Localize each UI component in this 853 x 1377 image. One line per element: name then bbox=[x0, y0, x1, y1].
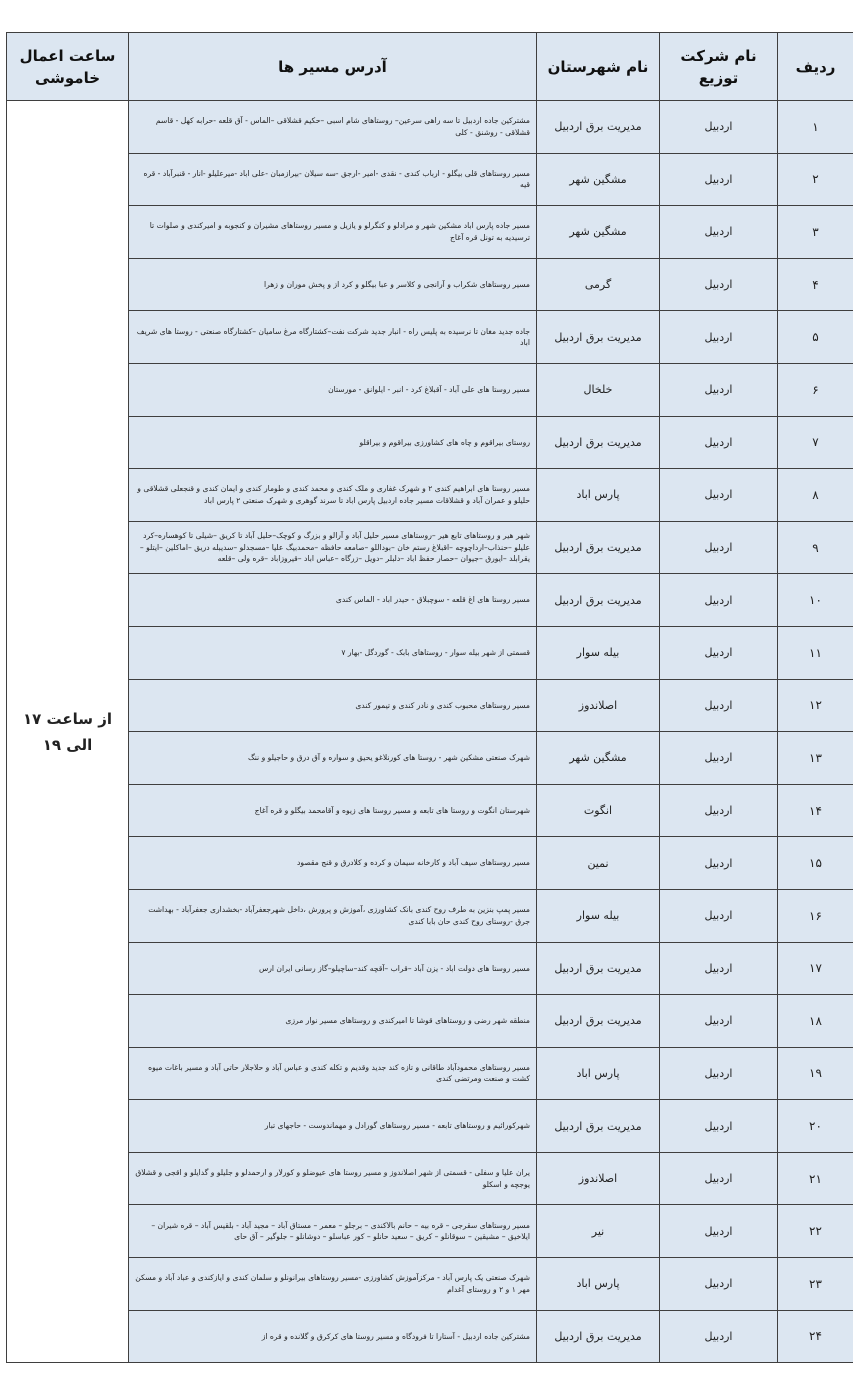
row-number: ۹ bbox=[778, 521, 853, 574]
company-name: اردبیل bbox=[660, 574, 778, 627]
route-address: مسیر روستاهای محمودآباد طاقانی و تازه کند جدید وقدیم و تکله کندی و عباس آباد و حلاجلار حاتی آباد و مسیر باغات میوه کشت و صنعت ومرتضی کندی bbox=[129, 1047, 537, 1100]
route-address: مشترکین جاده اردبیل - آستارا تا فرودگاه و مسیر روستا های کرکرق و گلانده و قره از bbox=[129, 1310, 537, 1363]
row-number: ۱۹ bbox=[778, 1047, 853, 1100]
route-address: مسیر روستا های ابراهیم کندی ۲ و شهرک غفاری و ملک کندی و محمد کندی و طومار کندی و ایمان کندی و قنجعلی قشلاقی و حلیلو و عمران آباد و قشلاقات مسیر جاده اردبیل پارس اباد تا سرند گوهری و شهرک صنعتی ۲ پارس اباد bbox=[129, 469, 537, 522]
row-number: ۲۴ bbox=[778, 1310, 853, 1363]
outage-schedule bbox=[6, 32, 853, 1363]
table-row bbox=[7, 942, 853, 995]
table-row bbox=[7, 1310, 853, 1363]
city-name: مدیریت برق اردبیل bbox=[537, 521, 660, 574]
company-name: اردبیل bbox=[660, 206, 778, 259]
row-number: ۸ bbox=[778, 469, 853, 522]
route-address: مسیر پمپ بنزین به طرف روح کندی بانک کشاورزی ،آموزش و پرورش ،داخل شهرجعفرآباد -بخشداری جعفرآباد - بهداشت جرق -روستای روح کندی حان بابا کندی bbox=[129, 889, 537, 942]
city-name: مدیریت برق اردبیل bbox=[537, 574, 660, 627]
route-address: منطقه شهر رضی و روستاهای قوشا تا امیرکندی و روستاهای مسیر نوار مرزی bbox=[129, 995, 537, 1048]
city-name: انگوت bbox=[537, 784, 660, 837]
table-row bbox=[7, 784, 853, 837]
row-number: ۱۲ bbox=[778, 679, 853, 732]
row-number: ۴ bbox=[778, 258, 853, 311]
route-address: شهرکورائیم و روستاهای تابعه - مسیر روستاهای گورادل و مهماندوست - حاجهای تبار bbox=[129, 1100, 537, 1153]
row-number: ۱۳ bbox=[778, 732, 853, 785]
route-address: یران علیا و سفلی - قسمتی از شهر اصلاندوز و مسیر روستا های عیوضلو و کورلار و ارحمدلو و جلیلو و گدایلو و اقجی و قشلاق یوجچه و اسکلو bbox=[129, 1152, 537, 1205]
company-name: اردبیل bbox=[660, 942, 778, 995]
table-row bbox=[7, 995, 853, 1048]
table-header-row bbox=[7, 33, 853, 101]
route-address: مسیر روستاهای شکراب و آرانجی و کلاسر و عبا بیگلو و کرد از و پخش موران و زهرا bbox=[129, 258, 537, 311]
table-body bbox=[7, 101, 853, 1363]
route-address: مسیر جاده پارس اباد مشکین شهر و مرادلو و کنگرلو و یازیل و مسیر روستاهای مشیران و کنجوبه و امیرکندی و صلوات تا ترسیدیه به تونل قره آغاج bbox=[129, 206, 537, 259]
route-address: قسمتی از شهر بیله سوار - روستاهای بابک - گوردگل -بهار ۷ bbox=[129, 626, 537, 679]
city-name: بیله سوار bbox=[537, 889, 660, 942]
company-name: اردبیل bbox=[660, 995, 778, 1048]
row-number: ۲۱ bbox=[778, 1152, 853, 1205]
city-name: پارس اباد bbox=[537, 1047, 660, 1100]
city-name: نمین bbox=[537, 837, 660, 890]
row-number: ۱۰ bbox=[778, 574, 853, 627]
row-number: ۶ bbox=[778, 363, 853, 416]
row-number: ۵ bbox=[778, 311, 853, 364]
row-number: ۱۵ bbox=[778, 837, 853, 890]
row-number: ۱۴ bbox=[778, 784, 853, 837]
row-number: ۱۷ bbox=[778, 942, 853, 995]
city-name: پارس اباد bbox=[537, 1258, 660, 1311]
header-time: ساعت اعمال خاموشی bbox=[7, 33, 129, 101]
route-address: مشترکین جاده اردبیل تا سه راهی سرعین– روستاهای شام اسبی –حکیم قشلاقی –الماس - آق قلعه -حرابه کهل - قاسم قشلاقی - روشنق - کلی bbox=[129, 101, 537, 154]
company-name: اردبیل bbox=[660, 679, 778, 732]
city-name: مدیریت برق اردبیل bbox=[537, 1310, 660, 1363]
route-address: مسیر روستاهای محبوب کندی و نادر کندی و تیمور کندی bbox=[129, 679, 537, 732]
company-name: اردبیل bbox=[660, 416, 778, 469]
row-number: ۱۱ bbox=[778, 626, 853, 679]
city-name: مدیریت برق اردبیل bbox=[537, 416, 660, 469]
company-name: اردبیل bbox=[660, 1100, 778, 1153]
route-address: جاده جدید مغان تا نرسیده به پلیس راه - انبار جدید شرکت نفت–کشتارگاه مرغ سامیان –کشتارگاه صنعتی - روستا های شریف اباد bbox=[129, 311, 537, 364]
city-name: مدیریت برق اردبیل bbox=[537, 995, 660, 1048]
city-name: نیر bbox=[537, 1205, 660, 1258]
route-address: شهرک صنعتی مشکین شهر - روستا های کورنلاغو یحیق و سواره و آق درق و حاجیلو و ننگ bbox=[129, 732, 537, 785]
table-row bbox=[7, 258, 853, 311]
table-row bbox=[7, 679, 853, 732]
company-name: اردبیل bbox=[660, 889, 778, 942]
table-row bbox=[7, 1205, 853, 1258]
table-row bbox=[7, 311, 853, 364]
city-name: پارس اباد bbox=[537, 469, 660, 522]
header-city: نام شهرستان bbox=[537, 33, 660, 101]
company-name: اردبیل bbox=[660, 1258, 778, 1311]
company-name: اردبیل bbox=[660, 837, 778, 890]
route-address: مسیر روستا های دولت اباد - یزن آباد –قراب –آقچه کند–ساچیلو–گاز رسانی ایران ارس bbox=[129, 942, 537, 995]
outage-time: از ساعت ۱۷ الی ۱۹ bbox=[7, 101, 129, 1363]
row-number: ۲۰ bbox=[778, 1100, 853, 1153]
table-row bbox=[7, 626, 853, 679]
city-name: اصلاندوز bbox=[537, 1152, 660, 1205]
company-name: اردبیل bbox=[660, 1205, 778, 1258]
table-row bbox=[7, 1152, 853, 1205]
route-address: شهرک صنعتی یک پارس آباد - مرکزآموزش کشاورزی -مسیر روستاهای بیرانونلو و سلمان کندی و ایازکندی و عباد آباد و مسکن مهر ۱ و ۲ و روستای آغدام bbox=[129, 1258, 537, 1311]
company-name: اردبیل bbox=[660, 101, 778, 154]
header-row-number: ردیف bbox=[778, 33, 853, 101]
company-name: اردبیل bbox=[660, 469, 778, 522]
table-row bbox=[7, 101, 853, 154]
table-row bbox=[7, 732, 853, 785]
city-name: خلخال bbox=[537, 363, 660, 416]
route-address: شهرستان انگوت و روستا های تابعه و مسیر روستا های زیوه و آقامحمد بیگلو و قره آغاج bbox=[129, 784, 537, 837]
route-address: مسیر روستا های اغ قلعه - سوچبلاق - حیدر اباد - الماس کندی bbox=[129, 574, 537, 627]
city-name: مدیریت برق اردبیل bbox=[537, 942, 660, 995]
route-address: روستای بیراقوم و چاه های کشاورزی بیراقوم و بیراقلو bbox=[129, 416, 537, 469]
row-number: ۱ bbox=[778, 101, 853, 154]
outage-table bbox=[6, 32, 853, 1363]
header-address: آدرس مسیر ها bbox=[129, 33, 537, 101]
company-name: اردبیل bbox=[660, 521, 778, 574]
table-row bbox=[7, 469, 853, 522]
row-number: ۷ bbox=[778, 416, 853, 469]
row-number: ۱۸ bbox=[778, 995, 853, 1048]
table-row bbox=[7, 574, 853, 627]
table-row bbox=[7, 889, 853, 942]
company-name: اردبیل bbox=[660, 1047, 778, 1100]
row-number: ۱۶ bbox=[778, 889, 853, 942]
city-name: مدیریت برق اردبیل bbox=[537, 311, 660, 364]
city-name: مدیریت برق اردبیل bbox=[537, 1100, 660, 1153]
row-number: ۳ bbox=[778, 206, 853, 259]
route-address: مسیر روستاهای قلی بیگلو - ارباب کندی - نقدی -امیر -ارجق -سه سیلان -بیرازمبان -علی اباد -میرعلیلو -انار - قنبرآباد - قره قیه bbox=[129, 153, 537, 206]
company-name: اردبیل bbox=[660, 784, 778, 837]
route-address: مسیر روستا های علی آباد - آقبلاغ کرد - انبر - ایلوانق - مورستان bbox=[129, 363, 537, 416]
row-number: ۲۲ bbox=[778, 1205, 853, 1258]
table-row bbox=[7, 416, 853, 469]
company-name: اردبیل bbox=[660, 732, 778, 785]
company-name: اردبیل bbox=[660, 363, 778, 416]
row-number: ۲۳ bbox=[778, 1258, 853, 1311]
table-row bbox=[7, 1258, 853, 1311]
route-address: مسیر روستاهای سقرجی – قره بیه – حانم بالاکندی – برجلو – معمر – مستاق آباد – مجید آباد - بلقیس آباد – قره شیران – ایلاخیق – مشیقین – سوقانلو – کریق – سعید حانلو – کور عباسلو – دوشانلو – جلوگیر – آق حای bbox=[129, 1205, 537, 1258]
table-row bbox=[7, 206, 853, 259]
company-name: اردبیل bbox=[660, 1310, 778, 1363]
table-row bbox=[7, 1047, 853, 1100]
city-name: اصلاندوز bbox=[537, 679, 660, 732]
city-name: مدیریت برق اردبیل bbox=[537, 101, 660, 154]
city-name: گرمی bbox=[537, 258, 660, 311]
table-row bbox=[7, 837, 853, 890]
company-name: اردبیل bbox=[660, 153, 778, 206]
header-company: نام شرکت توزیع bbox=[660, 33, 778, 101]
row-number: ۲ bbox=[778, 153, 853, 206]
company-name: اردبیل bbox=[660, 258, 778, 311]
city-name: بیله سوار bbox=[537, 626, 660, 679]
city-name: مشگین شهر bbox=[537, 153, 660, 206]
city-name: مشگین شهر bbox=[537, 206, 660, 259]
company-name: اردبیل bbox=[660, 626, 778, 679]
company-name: اردبیل bbox=[660, 1152, 778, 1205]
table-row bbox=[7, 153, 853, 206]
table-row bbox=[7, 521, 853, 574]
company-name: اردبیل bbox=[660, 311, 778, 364]
table-row bbox=[7, 1100, 853, 1153]
table-row bbox=[7, 363, 853, 416]
route-address: شهر هیر و روستاهای تابع هیر –روستاهای مسیر حلیل آباد و آرالو و بزرگ و کوچک–حلیل آباد تا کریق –شیلی تا کوهساره–کرد علیلو –حنذاب–ارداچوچه –اقبلاغ رستم خان –بوداللو –صامعه حافظه –محمدبیگ علیا –مسجدلو –سدیبله دریق –اماکلین –ایتلو –یقرابلد –ایورق –جیوان –حصار حفظ اباد –دلبلر –دویل –زرگاه –عباس اباد –قیروزاباد –قره ولی –قلعه bbox=[129, 521, 537, 574]
city-name: مشگین شهر bbox=[537, 732, 660, 785]
route-address: مسیر روستاهای سیف آباد و کارخانه سیمان و کرده و کلادرق و قنج مقصود bbox=[129, 837, 537, 890]
